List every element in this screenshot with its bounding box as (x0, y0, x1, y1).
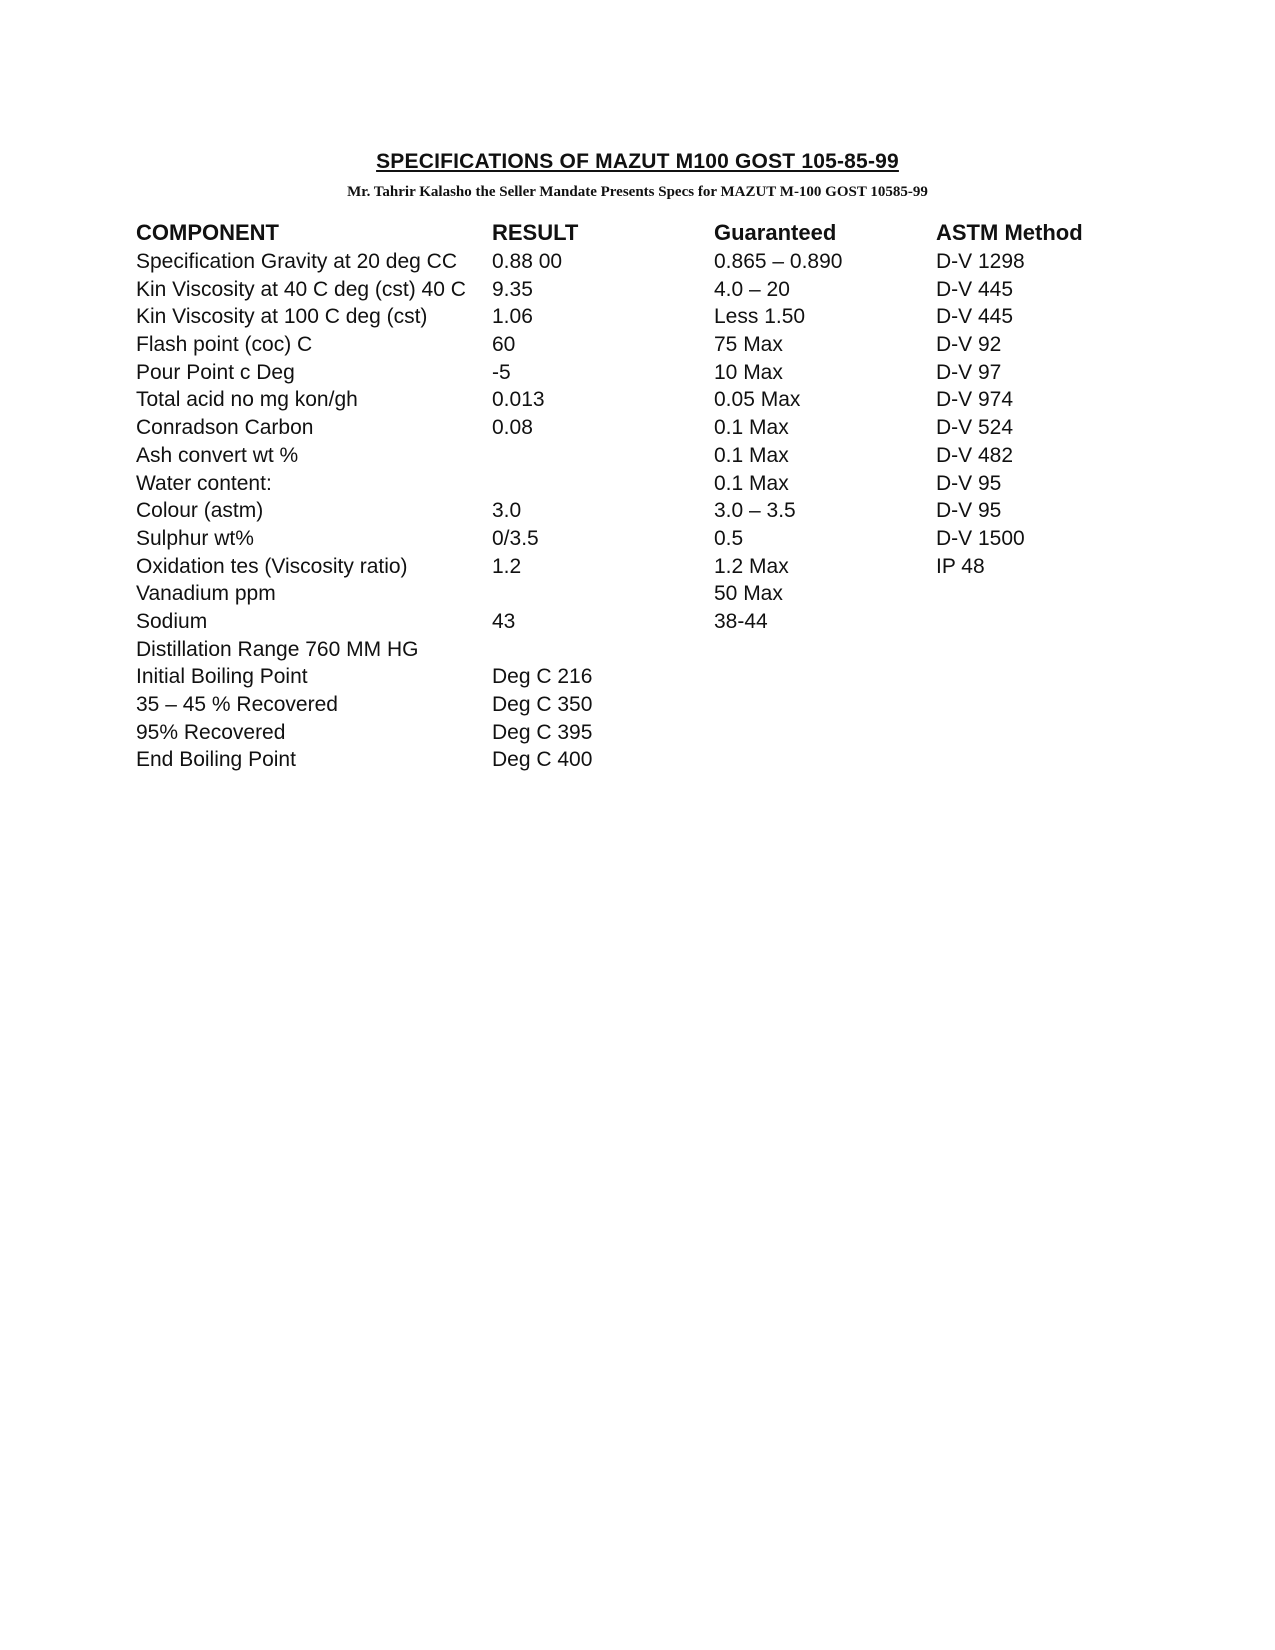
cell-guaranteed: 0.1 Max (714, 416, 789, 440)
cell-component: Conradson Carbon (136, 416, 314, 440)
table-row (136, 472, 1136, 500)
cell-result: Deg C 216 (492, 665, 593, 689)
cell-astm-method: D-V 92 (936, 333, 1002, 357)
cell-result (492, 472, 714, 500)
table-row (136, 361, 1136, 389)
cell-guaranteed: 10 Max (714, 360, 783, 384)
table-row (136, 416, 1136, 444)
specifications-table (136, 220, 1136, 776)
table-row (136, 721, 1136, 749)
cell-component: End Boiling Point (136, 748, 296, 772)
cell-astm-method (936, 665, 1136, 693)
cell-guaranteed: 0.1 Max (714, 471, 789, 495)
cell-astm-method: IP 48 (936, 554, 985, 578)
header-guaranteed: Guaranteed (714, 220, 837, 245)
cell-astm-method (936, 582, 1136, 610)
cell-astm-method: D-V 95 (936, 499, 1002, 523)
cell-guaranteed (714, 638, 936, 666)
cell-result (492, 582, 714, 610)
cell-guaranteed: 38-44 (714, 609, 768, 633)
table-row (136, 527, 1136, 555)
table-row (136, 555, 1136, 583)
cell-astm-method (936, 610, 1136, 638)
cell-guaranteed (714, 665, 936, 693)
cell-astm-method (936, 748, 1136, 776)
cell-component: Initial Boiling Point (136, 665, 308, 689)
cell-astm-method: D-V 524 (936, 416, 1014, 440)
cell-guaranteed: 0.1 Max (714, 443, 789, 467)
table-row (136, 582, 1136, 610)
table-body (136, 250, 1136, 776)
cell-astm-method: D-V 974 (936, 388, 1014, 412)
table-row (136, 388, 1136, 416)
cell-result: Deg C 400 (492, 748, 593, 772)
cell-result: Deg C 395 (492, 720, 593, 744)
cell-guaranteed: 3.0 – 3.5 (714, 499, 796, 523)
cell-result: 0.08 (492, 416, 533, 440)
cell-astm-method (936, 721, 1136, 749)
cell-component: 35 – 45 % Recovered (136, 693, 338, 716)
cell-result: 43 (492, 609, 516, 633)
cell-component: Distillation Range 760 MM HG (136, 637, 419, 661)
cell-component: Total acid no mg kon/gh (136, 388, 358, 412)
cell-component: Ash convert wt % (136, 443, 299, 467)
cell-astm-method: D-V 95 (936, 471, 1002, 495)
cell-component: Kin Viscosity at 100 C deg (cst) (136, 305, 428, 329)
cell-guaranteed (714, 748, 936, 776)
cell-astm-method: D-V 1298 (936, 250, 1025, 273)
header-astm-method: ASTM Method (936, 220, 1083, 245)
cell-guaranteed: 50 Max (714, 582, 783, 606)
table-row (136, 250, 1136, 278)
cell-astm-method: D-V 1500 (936, 526, 1025, 550)
cell-guaranteed: 0.5 (714, 526, 744, 550)
table-row (136, 305, 1136, 333)
cell-result: 1.06 (492, 305, 533, 329)
cell-result: Deg C 350 (492, 693, 593, 716)
cell-result: 0/3.5 (492, 526, 539, 550)
cell-result: 0.013 (492, 388, 545, 412)
cell-guaranteed: 0.05 Max (714, 388, 801, 412)
table-row (136, 499, 1136, 527)
cell-guaranteed: Less 1.50 (714, 305, 806, 329)
cell-astm-method: D-V 97 (936, 360, 1002, 384)
document-title: SPECIFICATIONS OF MAZUT M100 GOST 105-85-99 (376, 150, 899, 173)
header-component: COMPONENT (136, 220, 279, 245)
table-header-row (136, 220, 1136, 250)
cell-component: Vanadium ppm (136, 582, 276, 606)
cell-result: 1.2 (492, 554, 522, 578)
cell-guaranteed: 1.2 Max (714, 554, 789, 578)
cell-result (492, 638, 714, 666)
table-row (136, 610, 1136, 638)
cell-astm-method (936, 693, 1136, 721)
cell-component: Flash point (coc) C (136, 333, 313, 357)
cell-guaranteed: 0.865 – 0.890 (714, 250, 843, 273)
cell-component: Pour Point c Deg (136, 360, 295, 384)
cell-component: Sulphur wt% (136, 526, 254, 550)
cell-astm-method: D-V 445 (936, 277, 1014, 301)
header-result: RESULT (492, 220, 579, 245)
cell-guaranteed: 75 Max (714, 333, 783, 357)
cell-guaranteed: 4.0 – 20 (714, 277, 790, 301)
cell-astm-method (936, 638, 1136, 666)
cell-result: 0.88 00 (492, 250, 563, 273)
cell-result (492, 444, 714, 472)
cell-result: 9.35 (492, 277, 533, 301)
cell-component: Colour (astm) (136, 499, 264, 523)
cell-component: Oxidation tes (Viscosity ratio) (136, 554, 408, 578)
cell-astm-method: D-V 482 (936, 443, 1014, 467)
table-row (136, 444, 1136, 472)
document-subtitle: Mr. Tahrir Kalasho the Seller Mandate Presents Specs for MAZUT M-100 GOST 10585-99 (347, 184, 928, 200)
table-row (136, 748, 1136, 776)
table-row (136, 665, 1136, 693)
cell-component: Specification Gravity at 20 deg CC (136, 250, 457, 273)
table-row (136, 693, 1136, 721)
cell-component: Sodium (136, 609, 208, 633)
cell-result: 3.0 (492, 499, 522, 523)
table-row (136, 333, 1136, 361)
cell-component: Water content: (136, 471, 272, 495)
cell-component: 95% Recovered (136, 720, 286, 744)
table-row (136, 638, 1136, 666)
cell-astm-method: D-V 445 (936, 305, 1014, 329)
table-row (136, 278, 1136, 306)
cell-result: -5 (492, 360, 511, 384)
cell-guaranteed (714, 721, 936, 749)
cell-result: 60 (492, 333, 516, 357)
cell-guaranteed (714, 693, 936, 721)
cell-component: Kin Viscosity at 40 C deg (cst) 40 C (136, 277, 466, 301)
